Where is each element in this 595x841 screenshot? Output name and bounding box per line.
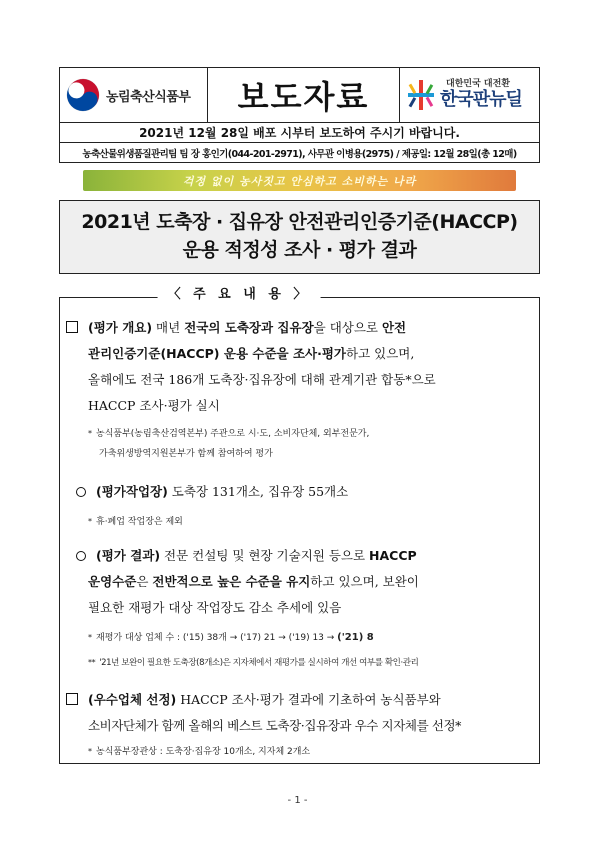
p1-line-3: 올해에도 전국 186개 도축장·집유장에 대해 관계기관 합동*으로 bbox=[88, 372, 436, 387]
p4-line-2: 소비자단체가 함께 올해의 베스트 도축장·집유장과 우수 지자체를 선정* bbox=[88, 718, 462, 733]
title-cell bbox=[208, 68, 400, 122]
slogan-text: 걱정 없이 농사짓고 안심하고 소비하는 나라 bbox=[182, 174, 417, 188]
p3-note-1: * 재평가 대상 업체 수 : ('15) 38개 → ('17) 21 → ('19) 13 → ('21) 8 bbox=[88, 632, 374, 643]
korea-new-deal-title: 한국판뉴딜 bbox=[440, 89, 522, 111]
page-number: - 1 - bbox=[287, 795, 308, 806]
p2-note: * 휴·폐업 작업장은 제외 bbox=[88, 517, 183, 527]
square-bullet-icon bbox=[66, 321, 78, 333]
p4-line-1: (우수업체 선정) HACCP 조사·평가 결과에 기초하여 농식품부와 bbox=[66, 690, 441, 708]
p1-note-line-2: 가축위생방역지원본부가 함께 참여하여 평가 bbox=[99, 449, 273, 459]
headline-box bbox=[59, 200, 540, 274]
header-table bbox=[59, 67, 540, 123]
circle-bullet-icon bbox=[76, 551, 86, 561]
korea-new-deal-cell bbox=[400, 68, 539, 122]
ministry-name: 농림축산식품부 bbox=[106, 89, 191, 105]
p4-note: * 농식품부장관상 : 도축장·집유장 10개소, 지자체 2개소 bbox=[88, 747, 311, 757]
p1-line-4: HACCP 조사·평가 실시 bbox=[88, 398, 220, 413]
release-notice: 2021년 12월 28일 배포 시부터 보도하여 주시기 바랍니다. bbox=[59, 123, 540, 143]
press-release-title: 보도자료 bbox=[237, 78, 370, 116]
circle-bullet-icon bbox=[76, 487, 86, 497]
headline-line-2: 운용 적정성 조사 · 평가 결과 bbox=[182, 239, 417, 261]
summary-label: 〈 주 요 내 용 〉 bbox=[158, 283, 321, 302]
korea-new-deal-logo-icon bbox=[406, 78, 436, 112]
ministry-cell bbox=[60, 68, 208, 122]
p3-line-3: 필요한 재평가 대상 작업장도 감소 추세에 있음 bbox=[88, 600, 342, 615]
slogan-banner bbox=[83, 170, 516, 191]
contact-info: 농축산물위생품질관리팀 팀 장 홍인기(044-201-2971), 사무관 이병용(2975) / 제공일: 12월 28일(총 12매) bbox=[59, 143, 540, 163]
korea-new-deal-subtitle: 대한민국 대전환 bbox=[446, 79, 510, 90]
p1-line-1: (평가 개요) 매년 전국의 도축장과 집유장을 대상으로 안전 bbox=[66, 318, 406, 336]
p1-note-line-1: * 농식품부(농림축산검역본부) 주관으로 시·도, 소비자단체, 외부전문가, bbox=[88, 429, 370, 439]
square-bullet-icon bbox=[66, 693, 78, 705]
p3-note-2: ** '21년 보완이 필요한 도축장(8개소)은 지자체에서 재평가를 실시하여 개선 여부를 확인·관리 bbox=[88, 658, 419, 668]
headline-line-1: 2021년 도축장 · 집유장 안전관리인증기준(HACCP) bbox=[81, 211, 518, 234]
p2-line: (평가작업장) 도축장 131개소, 집유장 55개소 bbox=[76, 482, 348, 500]
p3-line-1: (평가 결과) 전문 컨설팅 및 현장 기술지원 등으로 HACCP bbox=[76, 546, 417, 564]
p1-line-2: 관리인증기준(HACCP) 운용 수준을 조사·평가하고 있으며, bbox=[88, 346, 415, 361]
p3-line-2: 운영수준은 전반적으로 높은 수준을 유지하고 있으며, 보완이 bbox=[88, 574, 419, 589]
taegeuk-emblem-icon bbox=[66, 78, 100, 112]
